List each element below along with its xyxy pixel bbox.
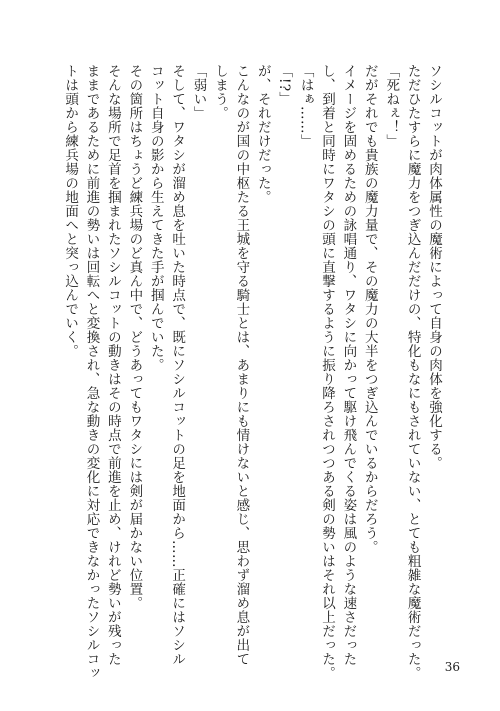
text-line: こんなのが国の中枢たる王城を守る騎士とは、あまりにも情けないと感じ、思わず溜め息が出て bbox=[233, 64, 250, 666]
text-line: ただひたすらに魔力をつぎ込んだだけの、特化もなにもされていない、とても粗雑な魔術だった。 bbox=[404, 64, 421, 680]
text-line: 「弱い」 bbox=[190, 64, 207, 120]
text-line: コット自身の影から生えてきた手が掴んでいた。 bbox=[147, 64, 164, 372]
text-line: そんな場所で足首を掴まれたソシルコットの動きはその時点で前進を止め、けれど勢いが残った bbox=[104, 64, 121, 666]
text-line: トは頭から練兵場の地面へと突っ込んでいく。 bbox=[62, 64, 79, 358]
text-line: 「!?」 bbox=[276, 64, 293, 106]
text-line: し、到着と同時にワタシの頭に直撃するように振り降ろされつつある剣の勢いはそれ以上だった。 bbox=[318, 64, 335, 680]
text-line: その箇所はちょうど練兵場のど真ん中で、どうあってもワタシには剣が届かない位置。 bbox=[126, 64, 143, 610]
text-line: が、それだけだった。 bbox=[254, 64, 271, 204]
text-line: イメージを固めるための詠唱通り、ワタシに向かって駆け飛んでくる姿は風のような速さだった bbox=[340, 64, 357, 666]
text-line: ソシルコットが肉体属性の魔術によって自身の肉体を強化する。 bbox=[426, 64, 442, 470]
text-line: そして、ワタシが溜め息を吐いた時点で、既にソシルコットの足を地面から……正確にはソシル bbox=[169, 64, 186, 666]
vertical-text-block bbox=[59, 64, 444, 680]
text-line: ままであるために前進の勢いは回転へと変換され、急な動きの変化に対応できなかったソシルコッ bbox=[83, 64, 100, 680]
text-line: 「はぁ……」 bbox=[297, 64, 314, 148]
page-number: 36 bbox=[444, 660, 460, 674]
text-line: だがそれでも貴族の魔力量で、その魔力の大半をつぎ込んでいるからだろう。 bbox=[361, 64, 378, 554]
text-line: しまう。 bbox=[211, 64, 228, 120]
text-line: 「死ねぇ！」 bbox=[383, 64, 400, 148]
